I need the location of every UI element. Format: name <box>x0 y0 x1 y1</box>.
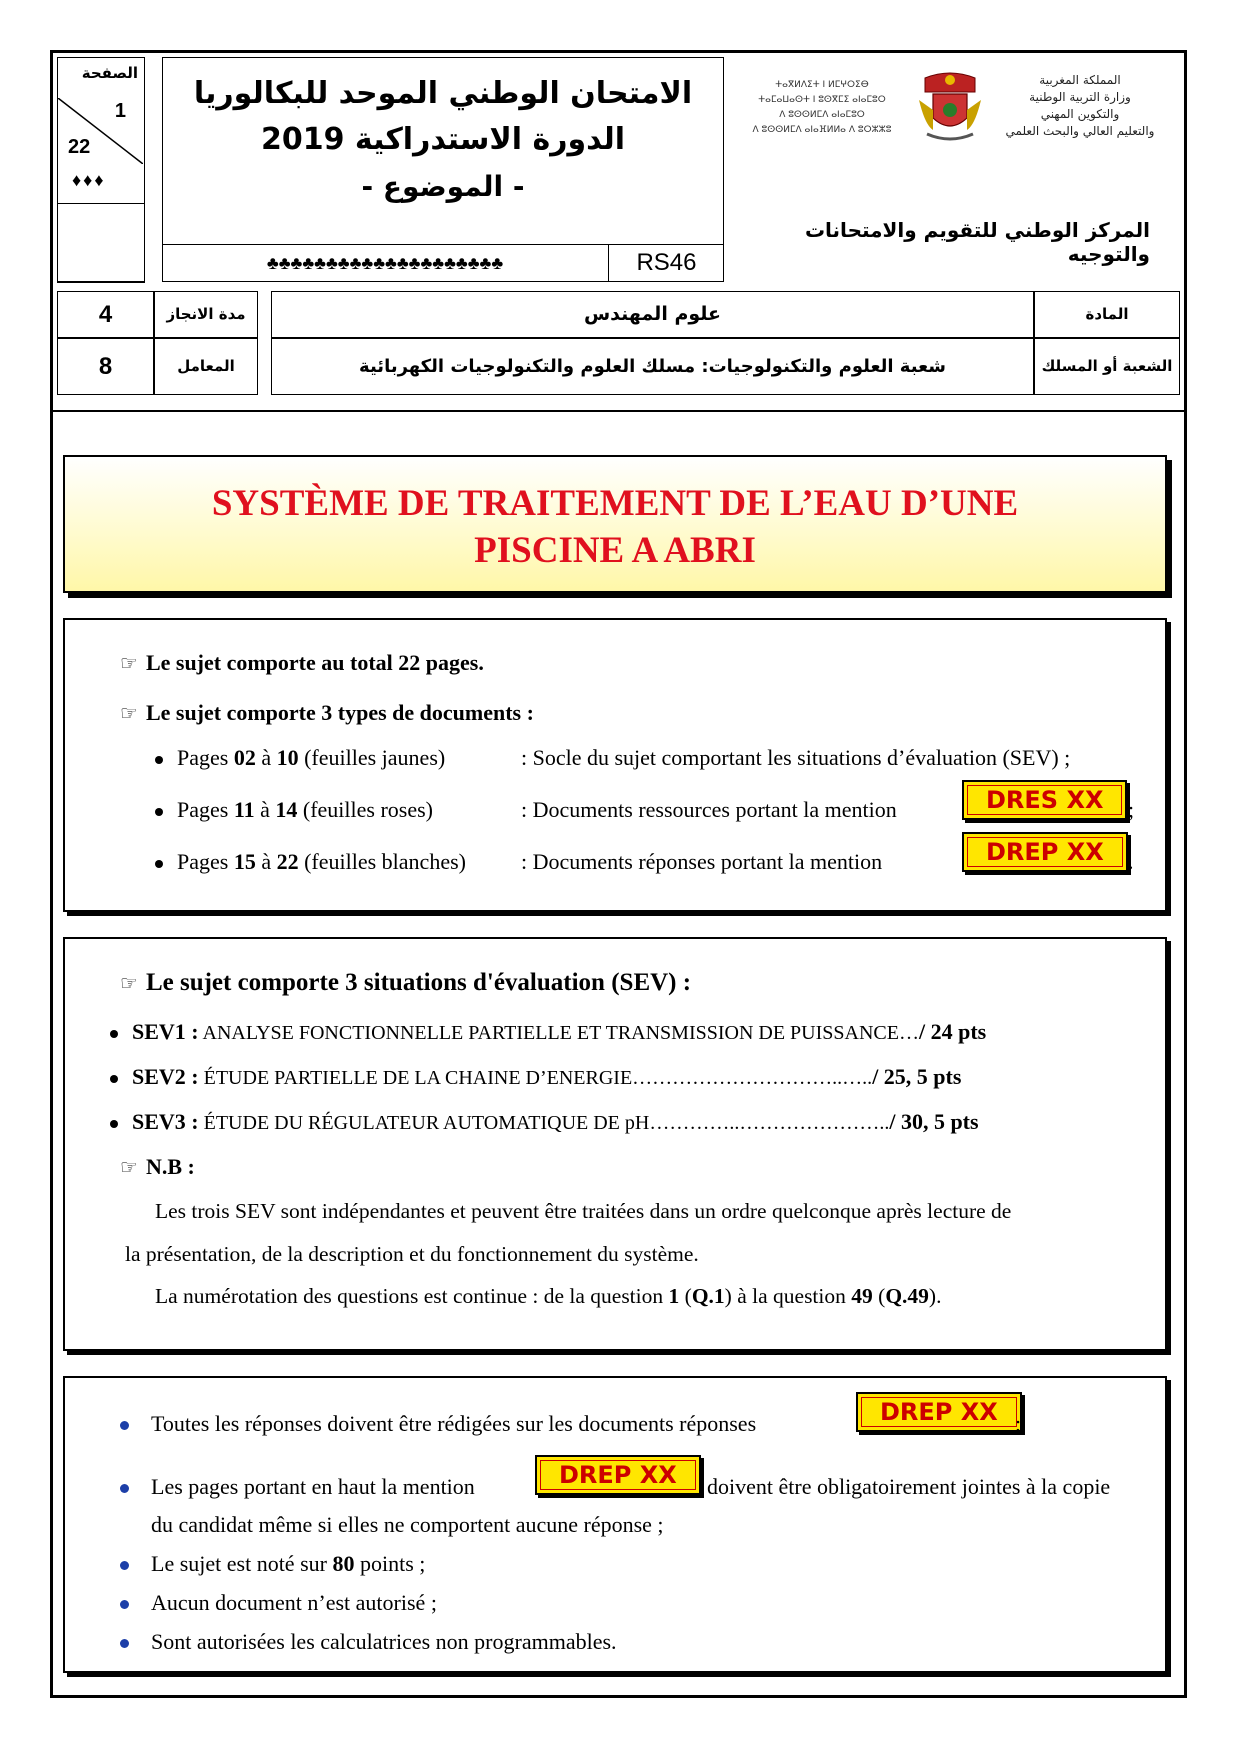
sev-heading: ☞ Le sujet comporte 3 situations d'évaluation (SEV) : <box>120 969 692 996</box>
numbering-line: La numérotation des questions est continue : de la question 1 (Q.1) à la question 49 (Q.49). <box>155 1284 942 1308</box>
box-rules <box>63 1376 1167 1673</box>
doc-end-2: ; <box>1128 797 1135 822</box>
bullet-icon <box>120 1421 129 1430</box>
page-number: 1 <box>114 100 126 122</box>
duration-value: 4 <box>98 301 113 328</box>
exam-session: الدورة الاستدراكية 2019 <box>260 122 626 157</box>
exam-title-box <box>162 57 724 282</box>
rule-4: Aucun document n’est autorisé ; <box>120 1590 437 1616</box>
bullet-icon <box>155 756 163 764</box>
doc-desc-1: : Socle du sujet comportant les situations d’évaluation (SEV) ; <box>521 745 1071 770</box>
coef-value: 8 <box>98 353 113 380</box>
bullet-icon <box>120 1484 129 1493</box>
page-total: 22 <box>68 136 91 158</box>
pointing-hand-icon: ☞ <box>120 651 138 675</box>
box-documents <box>63 618 1167 912</box>
coef-label-cell <box>154 338 258 395</box>
page-marks: ♦♦♦ <box>72 170 106 190</box>
header-divider <box>50 410 1187 412</box>
doc-end-3: . <box>1128 849 1134 874</box>
bullet-icon <box>120 1600 129 1609</box>
item-total-pages: ☞ Le sujet comporte au total 22 pages. <box>120 650 484 675</box>
bullet-icon <box>120 1639 129 1648</box>
subject-label: - الموضوع - <box>361 170 525 203</box>
doc-line-3: Pages 15 à 22 (feuilles blanches) <box>155 849 466 875</box>
dres-badge: DRES XX <box>962 780 1127 820</box>
coef-value-cell <box>57 338 154 395</box>
bullet-icon <box>155 860 163 868</box>
ministry-block: المملكة المغربية وزارة التربية الوطنية والتكوين المهني والتعليم العالي والبحث العلمي <box>1005 73 1155 138</box>
center-name: المركز الوطني للتقويم والامتحانات والتوجيه <box>804 218 1150 266</box>
rule-1-badge: DREP XX <box>856 1392 1022 1432</box>
coat-of-arms-icon <box>915 70 985 145</box>
bullet-icon <box>110 1030 118 1038</box>
bullet-icon <box>110 1120 118 1128</box>
rule-2-badge: DREP XX <box>535 1455 701 1495</box>
sev-item-1: SEV1 : ANALYSE FONCTIONNELLE PARTIELLE ET TRANSMISSION DE PUISSANCE…/ 24 pts <box>110 1019 986 1045</box>
stars-cell <box>162 244 609 282</box>
branch-label-cell <box>1034 338 1180 395</box>
nb-label: ☞ N.B : <box>120 1154 195 1179</box>
duration-label-cell <box>154 291 258 338</box>
blank-cell <box>57 203 145 283</box>
subject-value: علوم المهندس <box>583 303 722 325</box>
page-label: الصفحة <box>81 64 138 82</box>
title-line-1: SYSTÈME DE TRAITEMENT DE L’EAU D’UNE <box>211 483 1019 524</box>
branch-value: شعبة العلوم والتكنولوجيات: مسلك العلوم والتكنولوجيات الكهربائية <box>359 356 946 377</box>
rule-2-line-2: du candidat même si elles ne comportent aucune réponse ; <box>151 1512 664 1537</box>
rule-5: Sont autorisées les calculatrices non programmables. <box>120 1629 617 1655</box>
exam-code: RS46 <box>636 249 697 276</box>
drep-badge: DREP XX <box>962 832 1128 872</box>
doc-line-1: Pages 02 à 10 (feuilles jaunes) <box>155 745 445 771</box>
item-doc-types: ☞ Le sujet comporte 3 types de documents : <box>120 700 534 725</box>
rule-3: Le sujet est noté sur 80 points ; <box>120 1551 425 1577</box>
title-line-2: PISCINE A ABRI <box>474 530 756 571</box>
sev-item-3: SEV3 : ÉTUDE DU RÉGULATEUR AUTOMATIQUE DE pH…………..…………………../ 30, 5 pts <box>110 1109 979 1135</box>
nb-line-1: Les trois SEV sont indépendantes et peuvent être traitées dans un ordre quelconque après lecture de <box>155 1199 1012 1223</box>
doc-desc-2: : Documents ressources portant la mention <box>521 797 897 822</box>
code-cell <box>609 244 724 282</box>
rule-2: Les pages portant en haut la mention <box>120 1474 475 1500</box>
sev-item-2: SEV2 : ÉTUDE PARTIELLE DE LA CHAINE D’ENERGIE…………………………..…../ 25, 5 pts <box>110 1064 961 1090</box>
rule-1: Toutes les réponses doivent être rédigées sur les documents réponses <box>120 1411 756 1437</box>
duration-label: مدة الانجاز <box>166 305 246 323</box>
branch-label: الشعبة أو المسلك <box>1041 357 1173 375</box>
stars: ♣♣♣♣♣♣♣♣♣♣♣♣♣♣♣♣♣♣♣♣ <box>266 253 504 273</box>
bullet-icon <box>110 1075 118 1083</box>
branch-value-cell <box>271 338 1034 395</box>
pointing-hand-icon: ☞ <box>120 701 138 725</box>
subject-label-cell <box>1034 291 1180 338</box>
duration-value-cell <box>57 291 154 338</box>
subject-label-cell-text: المادة <box>1085 305 1129 323</box>
rule-2-cont: doivent être obligatoirement jointes à la copie <box>707 1474 1111 1499</box>
rule-1-end: ; <box>1015 1411 1022 1436</box>
info-table <box>57 291 1180 411</box>
bullet-icon <box>155 808 163 816</box>
pointing-hand-icon: ☞ <box>120 971 138 995</box>
doc-desc-3: : Documents réponses portant la mention <box>521 849 883 874</box>
box-sev <box>63 937 1167 1351</box>
nb-line-2: la présentation, de la description et du fonctionnement du système. <box>125 1242 699 1266</box>
tifinagh-block: ⵜⴰⴳⵍⴷⵉⵜ ⵏ ⵍⵎⵖⵔⵉⴱ ⵜⴰⵎⴰⵡⴰⵙⵜ ⵏ ⵓⵙⴳⵎⵉ ⴰⵏⴰⵎⵓⵔ ⴷ ⵓⵙⵙⵍⵎⴷ ⴰⵏⴰⵎⵓⵔ ⴷ ⵓⵙⵙⵍⵎⴷ ⴰⵏⴰⴼⵍⵍⴰ ⴷ ⵓⵔⵣⵣⵓ <box>752 80 892 135</box>
pointing-hand-icon: ☞ <box>120 1155 138 1179</box>
bullet-icon <box>120 1561 129 1570</box>
doc-line-2: Pages 11 à 14 (feuilles roses) <box>155 797 433 823</box>
exam-title: الامتحان الوطني الموحد للبكالوريا <box>193 76 693 111</box>
coef-label: المعامل <box>177 357 235 375</box>
page-box <box>57 57 145 282</box>
subject-value-cell <box>271 291 1034 338</box>
title-box <box>63 455 1167 593</box>
